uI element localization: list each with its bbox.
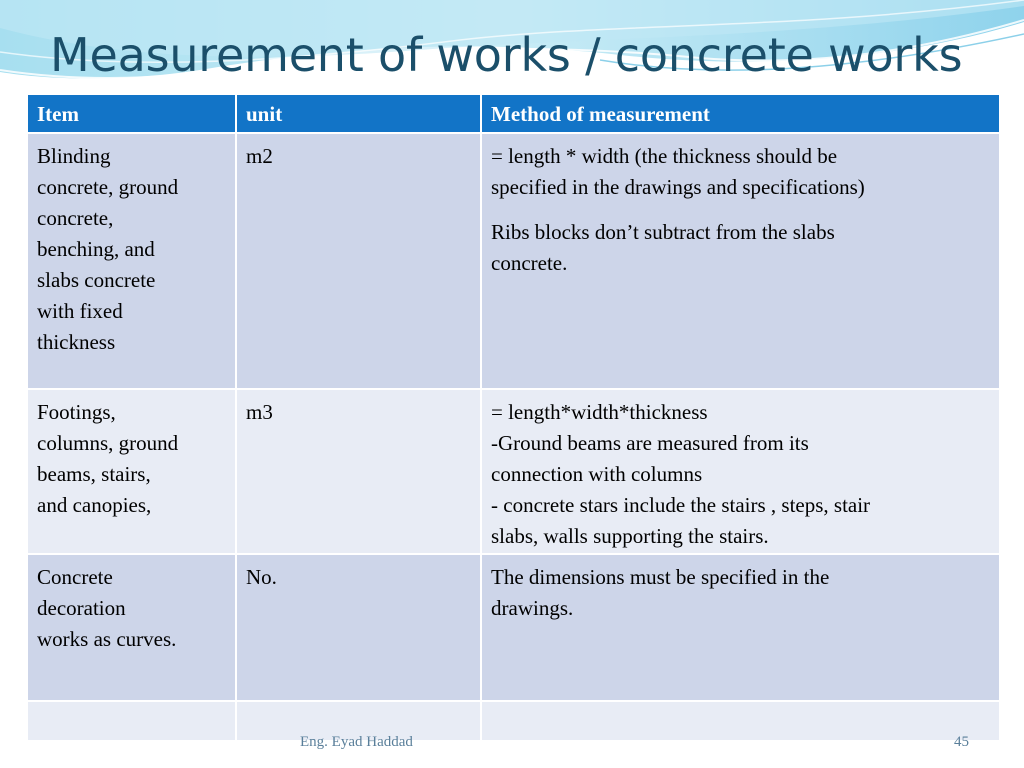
table-row	[27, 701, 1000, 741]
unit-cell	[236, 133, 481, 389]
item-cell	[27, 701, 236, 741]
item-cell	[27, 133, 236, 389]
table-row	[27, 554, 1000, 701]
item-cell	[27, 554, 236, 701]
table-row	[27, 133, 1000, 389]
slide-title: Measurement of works / concrete works	[50, 28, 963, 82]
method-note: Ribs blocks don’t subtract from the slabs concrete.	[491, 220, 835, 275]
method-cell	[481, 701, 1000, 741]
item-text: Blinding concrete, ground concrete, benching, and slabs concrete with fixed thickness	[37, 144, 179, 354]
column-header-unit: unit	[236, 94, 481, 133]
table-row	[27, 389, 1000, 554]
method-text: = length*width*thickness -Ground beams are measured from its connection with columns - concrete stars include the stairs , steps, stair slabs, walls supporting the stairs.	[491, 400, 871, 548]
unit-text: No.	[246, 565, 277, 589]
page-number: 45	[954, 734, 969, 750]
unit-cell	[236, 554, 481, 701]
item-text: Concrete decoration works as curves.	[37, 565, 177, 651]
measurement-table	[26, 93, 1001, 742]
footer-author: Eng. Eyad Haddad	[300, 734, 413, 750]
method-text: = length * width (the thickness should be specified in the drawings and specifications)	[491, 144, 865, 199]
unit-text: m3	[246, 400, 273, 424]
method-cell	[481, 389, 1000, 554]
item-cell	[27, 389, 236, 554]
method-text: The dimensions must be specified in the drawings.	[491, 565, 830, 620]
column-header-item: Item	[27, 94, 236, 133]
table-header-row	[27, 94, 1000, 133]
unit-cell	[236, 389, 481, 554]
method-cell	[481, 133, 1000, 389]
method-cell	[481, 554, 1000, 701]
item-text: Footings, columns, ground beams, stairs, and canopies,	[37, 400, 179, 517]
unit-text: m2	[246, 144, 273, 168]
column-header-method: Method of measurement	[481, 94, 1000, 133]
